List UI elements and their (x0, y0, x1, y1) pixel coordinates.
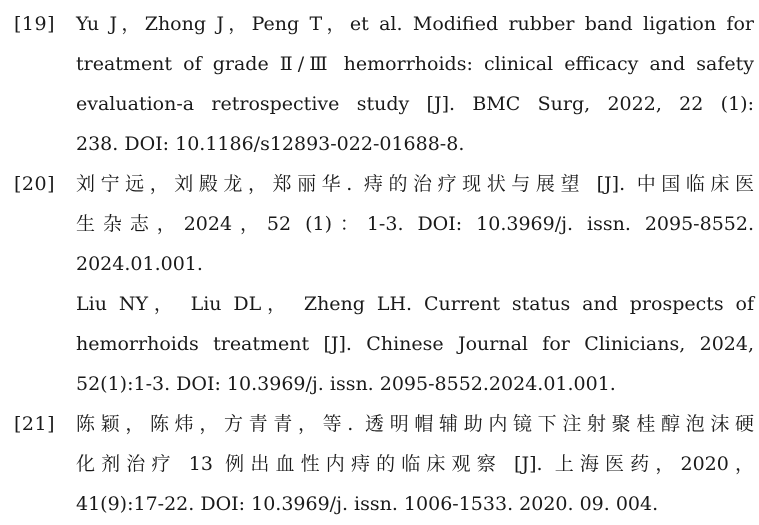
reference-line: 2024.01.001. (76, 253, 203, 275)
reference-line: 52(1):1-3. DOI: 10.3969/j. issn. 2095-8552.2024.01.001. (76, 373, 616, 395)
reference-line: evaluation-a retrospective study [J]. BMC Surg, 2022, 22 (1): (76, 93, 754, 115)
reference-line: 238. DOI: 10.1186/s12893-022-01688-8. (76, 133, 465, 155)
reference-line: treatment of grade Ⅱ/Ⅲ hemorrhoids: clinical efficacy and safety (76, 53, 754, 75)
reference-line: Liu NY， Liu DL， Zheng LH. Current status and prospects of (76, 293, 754, 315)
reference-number: [20] (14, 173, 56, 195)
reference-line: 刘宁远，刘殿龙，郑丽华. 痔的治疗现状与展望 [J]. 中国临床医 (76, 173, 754, 195)
reference-line: hemorrhoids treatment [J]. Chinese Journal for Clinicians, 2024, (76, 333, 754, 355)
reference-number: [21] (14, 413, 56, 435)
reference-line: Yu J，Zhong J，Peng T，et al. Modified rubber band ligation for (76, 13, 754, 35)
reference-line: 化剂治疗 13 例出血性内痔的临床观察 [J]. 上海医药，2020， (76, 453, 754, 475)
reference-line: 41(9):17-22. DOI: 10.3969/j. issn. 1006-1533. 2020. 09. 004. (76, 493, 659, 515)
reference-21 (14, 404, 754, 524)
reference-list (14, 4, 754, 524)
reference-line: 陈颖，陈炜，方青青，等. 透明帽辅助内镜下注射聚桂醇泡沫硬 (76, 413, 754, 435)
reference-number: [19] (14, 13, 56, 35)
reference-line: 生杂志，2024，52 (1)：1-3. DOI: 10.3969/j. issn. 2095-8552. (76, 213, 754, 235)
reference-20 (14, 164, 754, 404)
reference-19 (14, 4, 754, 164)
